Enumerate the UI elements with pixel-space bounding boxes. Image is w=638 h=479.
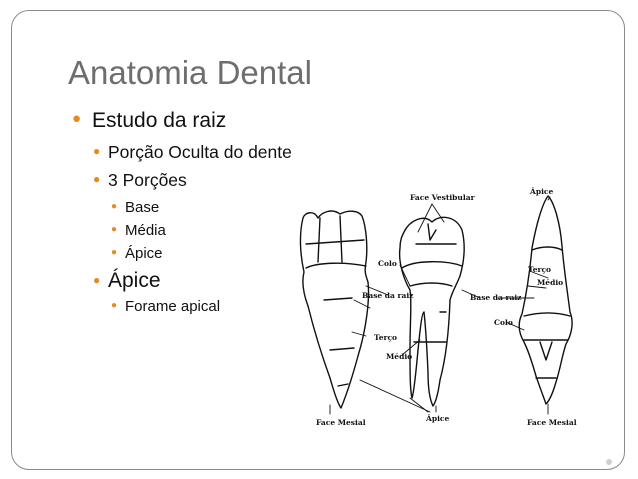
label-apice-bottom: Ápice	[426, 414, 450, 423]
label-terco-mid: Terço	[374, 333, 398, 342]
label-medio-mid: Médio	[386, 352, 413, 361]
label-terco-right: Terço	[528, 265, 552, 274]
bullet-marker-icon: ●	[93, 144, 101, 158]
bullet-text: Ápice	[125, 245, 163, 262]
tooth-mesial-left	[300, 211, 368, 408]
label-colo-mid: Colo	[378, 259, 397, 268]
bullet-marker-icon: ●	[111, 201, 118, 212]
label-colo-right: Colo	[494, 318, 513, 327]
label-base-raiz-mid: Base da raiz	[362, 291, 414, 300]
bullet-text: 3 Porções	[108, 170, 187, 190]
label-base-raiz-right: Base da raiz	[470, 293, 522, 302]
bullet-marker-icon: ●	[111, 224, 118, 235]
bullet-marker-icon: ●	[111, 300, 118, 311]
bullet-text: Porção Oculta do dente	[108, 142, 292, 162]
bullet-text: Estudo da raiz	[92, 109, 227, 132]
bullet-text: Ápice	[108, 269, 161, 292]
bullet-text: Base	[125, 199, 160, 216]
label-face-mesial-left: Face Mesial	[316, 418, 366, 427]
bullet-marker-icon: ●	[111, 247, 118, 258]
bullet-text: Média	[125, 222, 166, 239]
tooth-mesial-right	[519, 196, 572, 404]
slide-title: Anatomia Dental	[68, 54, 312, 91]
label-face-vestibular: Face Vestibular	[410, 193, 475, 202]
bullet-text: Forame apical	[125, 298, 221, 315]
tooth-vestibular-mid	[400, 217, 465, 406]
bullet-marker-icon: ●	[93, 273, 101, 287]
slide-corner-marker	[606, 459, 612, 465]
label-apice-top: Ápice	[530, 187, 554, 196]
bullet-marker-icon: ●	[93, 172, 101, 186]
bullet-marker-icon: ●	[72, 110, 82, 127]
label-face-mesial-right: Face Mesial	[527, 418, 577, 427]
label-medio-right: Médio	[537, 278, 564, 287]
